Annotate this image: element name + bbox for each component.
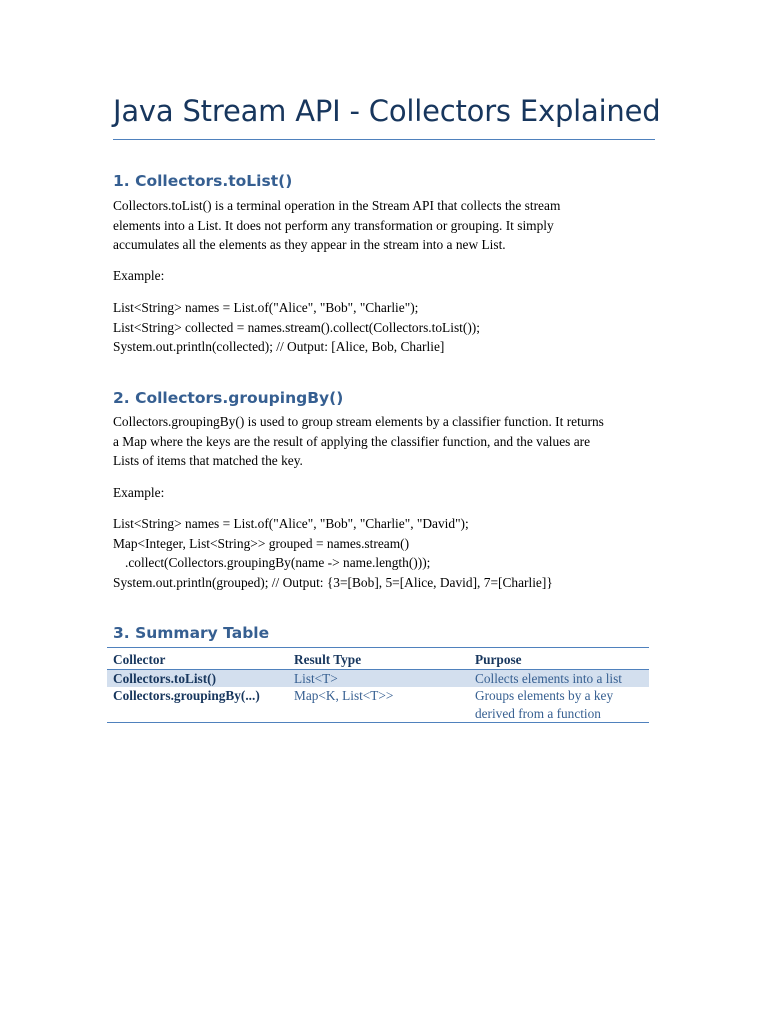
code-line: List<String> names = List.of("Alice", "Bob", "Charlie", "David"); (113, 516, 469, 531)
example-label: Example: (113, 268, 165, 283)
code-line: List<String> names = List.of("Alice", "Bob", "Charlie"); (113, 300, 419, 315)
table-row (107, 687, 649, 723)
column-header-purpose: Purpose (469, 648, 649, 670)
text-line: Collectors.toList() is a terminal operation in the Stream API that collects the stream (113, 198, 561, 213)
table-cell-collector: Collectors.toList() (107, 669, 288, 687)
page-title: Java Stream API - Collectors Explained (113, 94, 661, 128)
groupingby-description (113, 412, 655, 471)
tolist-code-block (113, 298, 655, 357)
column-header-collector: Collector (107, 648, 288, 670)
tolist-example-label (113, 266, 655, 286)
example-label: Example: (113, 485, 165, 500)
code-line: List<String> collected = names.stream().collect(Collectors.toList()); (113, 319, 480, 335)
title-underline (113, 139, 655, 140)
text-line: Lists of items that matched the key. (113, 453, 303, 468)
table-row (107, 669, 649, 687)
text-line: Collectors.groupingBy() is used to group stream elements by a classifier function. It returns (113, 414, 604, 429)
groupingby-example-label (113, 483, 655, 503)
code-line: System.out.println(grouped); // Output: {3=[Bob], 5=[Alice, David], 7=[Charlie]} (113, 574, 553, 590)
text-line: a Map where the keys are the result of applying the classifier function, and the values are (113, 433, 591, 449)
table-cell-result-type: List<T> (288, 669, 469, 687)
table-cell-collector: Collectors.groupingBy(...) (107, 687, 288, 723)
column-header-result-type: Result Type (288, 648, 469, 670)
section-heading-summary: 3. Summary Table (113, 624, 270, 642)
groupingby-code-block (113, 514, 655, 592)
table-cell-purpose: Groups elements by a key derived from a function (469, 687, 649, 723)
text-line: accumulates all the elements as they appear in the stream into a new List. (113, 237, 506, 252)
code-line: Map<Integer, List<String>> grouped = names.stream() (113, 535, 410, 551)
summary-table (107, 647, 649, 723)
table-header-row (107, 648, 649, 670)
table-cell-result-type: Map<K, List<T>> (288, 687, 469, 723)
table-cell-purpose: Collects elements into a list (469, 669, 649, 687)
section-heading-groupingby: 2. Collectors.groupingBy() (113, 389, 344, 407)
section-heading-tolist: 1. Collectors.toList() (113, 172, 293, 190)
text-line: elements into a List. It does not perform any transformation or grouping. It simply (113, 217, 554, 233)
code-line: System.out.println(collected); // Output: [Alice, Bob, Charlie] (113, 339, 445, 354)
tolist-description (113, 196, 655, 255)
code-line: .collect(Collectors.groupingBy(name -> name.length())); (125, 555, 431, 570)
